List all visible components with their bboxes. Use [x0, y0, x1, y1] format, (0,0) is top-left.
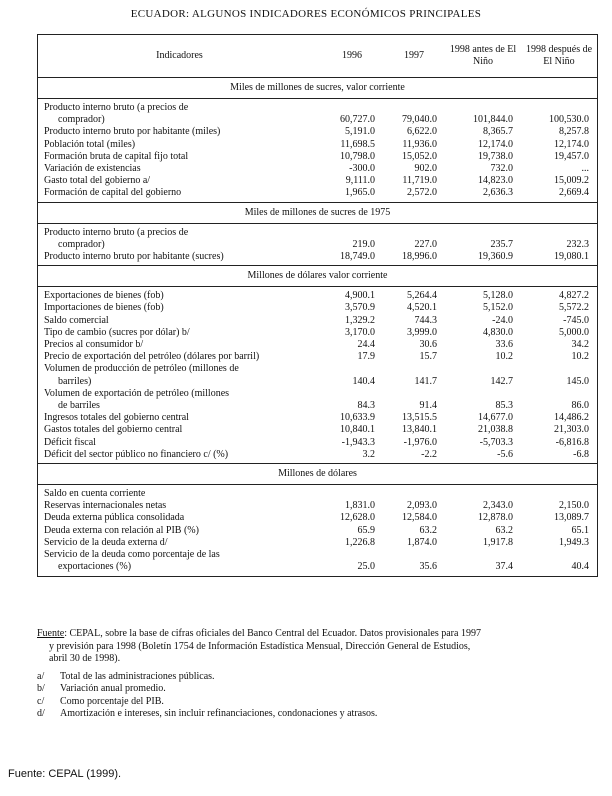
cell-value: -5,703.3	[479, 436, 513, 448]
row-label	[38, 488, 321, 500]
row-label	[38, 151, 321, 163]
cell-value: 1,226.8	[345, 536, 375, 548]
cell-value: 4,900.1	[345, 290, 375, 302]
cell-value: -6,816.8	[555, 436, 589, 448]
cell-value: 3,570.9	[345, 302, 375, 314]
section-title: Millones de dólares valor corriente	[38, 266, 597, 287]
cell-value: 19,457.0	[554, 150, 589, 162]
table-row	[38, 126, 597, 138]
row-label-line1: Deuda externa con relación al PIB (%)	[44, 524, 199, 536]
row-label	[38, 388, 321, 412]
cell-value: 141.7	[414, 375, 437, 387]
table-row	[38, 351, 597, 363]
cell-value: 10,798.0	[340, 150, 375, 162]
cell-value: 86.0	[571, 400, 589, 412]
cell-value: 12,174.0	[554, 138, 589, 150]
footnote-key: c/	[37, 695, 45, 707]
table-row	[38, 290, 597, 302]
cell-value: 10.2	[571, 351, 589, 363]
cell-value: 33.6	[495, 339, 513, 351]
cell-value: -1,976.0	[403, 436, 437, 448]
table-row	[38, 549, 597, 573]
table-row	[38, 512, 597, 524]
header-col-1998-antes: 1998 antes de El Niño	[449, 44, 517, 67]
row-label	[38, 315, 321, 327]
footnote	[37, 708, 598, 721]
cell-value: 37.4	[495, 561, 513, 573]
footnote	[37, 696, 598, 709]
cell-value: 15,052.0	[402, 150, 437, 162]
table-body	[38, 78, 597, 576]
row-label	[38, 302, 321, 314]
row-label-line2: barriles)	[58, 375, 92, 387]
cell-value: 11,936.0	[402, 138, 437, 150]
row-label	[38, 537, 321, 549]
row-label-line1: Gastos totales del gobierno central	[44, 424, 183, 436]
indicators-table	[37, 34, 598, 577]
cell-value: 79,040.0	[402, 114, 437, 126]
row-label-line1: Servicio de la deuda como porcentaje de las	[44, 549, 220, 561]
cell-value: 5,264.4	[407, 290, 437, 302]
cell-value: 63.2	[495, 524, 513, 536]
row-label-line1: Variación de existencias	[44, 163, 141, 175]
section-title: Miles de millones de sucres, valor corriente	[38, 78, 597, 99]
source-key: Fuente	[37, 628, 65, 639]
row-label	[38, 351, 321, 363]
table-row	[38, 139, 597, 151]
cell-value: 15,009.2	[554, 175, 589, 187]
row-label-line1: Tipo de cambio (sucres por dólar) b/	[44, 326, 190, 338]
source-note	[37, 628, 598, 641]
cell-value: -2.2	[421, 448, 437, 460]
footnote-list	[37, 671, 598, 721]
row-label-line1: Déficit del sector público no financiero c/ (%)	[44, 448, 229, 460]
table-row	[38, 424, 597, 436]
cell-value: 5,191.0	[345, 126, 375, 138]
section-body	[38, 224, 597, 267]
cell-value: -300.0	[349, 163, 375, 175]
cell-value: 30.6	[419, 339, 437, 351]
row-label-line1: Saldo comercial	[44, 314, 109, 326]
table-row	[38, 302, 597, 314]
row-label	[38, 339, 321, 351]
header-indicadores: Indicadores	[156, 50, 203, 61]
cell-value: 4,830.0	[483, 326, 513, 338]
cell-value: 9,111.0	[345, 175, 375, 187]
cell-value: 19,738.0	[478, 150, 513, 162]
footnote-key: b/	[37, 683, 45, 694]
cell-value: 3.2	[362, 448, 375, 460]
cell-value: -5.6	[497, 448, 513, 460]
cell-value: 140.4	[352, 375, 375, 387]
cell-value: 63.2	[419, 524, 437, 536]
footnote-text: Amortización e intereses, sin incluir refinanciaciones, condonaciones y atrasos.	[60, 708, 378, 719]
table-row	[38, 363, 597, 387]
cell-value: 219.0	[352, 238, 375, 250]
table-row	[38, 327, 597, 339]
figure-source: Fuente: CEPAL (1999).	[8, 768, 122, 780]
cell-value: 11,719.0	[402, 175, 437, 187]
cell-value: 232.3	[566, 238, 589, 250]
table-row	[38, 339, 597, 351]
row-label	[38, 437, 321, 449]
cell-value: 11,698.5	[340, 138, 375, 150]
cell-value: 12,174.0	[478, 138, 513, 150]
cell-value: 14,823.0	[478, 175, 513, 187]
row-label-line1: Reservas internacionales netas	[44, 500, 167, 512]
row-label-line2: comprador)	[58, 238, 105, 250]
table-row	[38, 227, 597, 251]
cell-value: 91.4	[419, 400, 437, 412]
source-text: : CEPAL, sobre la base de cifras oficiales del Banco Central del Ecuador. Datos provisionales para 1997	[64, 628, 481, 639]
cell-value: 60,727.0	[340, 114, 375, 126]
table-row	[38, 175, 597, 187]
row-label	[38, 175, 321, 187]
cell-value: 4,827.2	[559, 290, 589, 302]
cell-value: 13,515.5	[402, 412, 437, 424]
header-col-1996: 1996	[342, 50, 362, 61]
row-label-line1: Gasto total del gobierno a/	[44, 175, 151, 187]
section-body	[38, 485, 597, 575]
cell-value: 12,878.0	[478, 512, 513, 524]
cell-value: 5,152.0	[483, 302, 513, 314]
cell-value: 18,749.0	[340, 251, 375, 263]
row-label-line1: Producto interno bruto por habitante (sucres)	[44, 251, 224, 263]
cell-value: 235.7	[490, 238, 513, 250]
row-label-line1: Precio de exportación del petróleo (dólares por barril)	[44, 351, 260, 363]
footnote	[37, 683, 598, 696]
cell-value: 1,949.3	[559, 536, 589, 548]
table-row	[38, 537, 597, 549]
cell-value: 13,840.1	[402, 424, 437, 436]
cell-value: 10,840.1	[340, 424, 375, 436]
header-col-1997: 1997	[404, 50, 424, 61]
table-row	[38, 151, 597, 163]
cell-value: 2,093.0	[407, 500, 437, 512]
cell-value: 21,038.8	[478, 424, 513, 436]
row-label	[38, 412, 321, 424]
row-label-line1: Servicio de la deuda externa d/	[44, 536, 168, 548]
cell-value: 1,831.0	[345, 500, 375, 512]
row-label	[38, 449, 321, 461]
cell-value: 3,999.0	[407, 326, 437, 338]
cell-value: 35.6	[419, 561, 437, 573]
table-row	[38, 315, 597, 327]
row-label	[38, 163, 321, 175]
cell-value: 12,584.0	[402, 512, 437, 524]
document-title: ECUADOR: ALGUNOS INDICADORES ECONÓMICOS PRINCIPALES	[130, 8, 482, 20]
row-label-line1: Saldo en cuenta corriente	[44, 488, 146, 500]
cell-value: 40.4	[571, 561, 589, 573]
cell-value: 15.7	[419, 351, 437, 363]
row-label-line2: de barriles	[58, 400, 100, 412]
table-row	[38, 449, 597, 461]
section-title: Millones de dólares	[38, 464, 597, 485]
cell-value: 6,622.0	[407, 126, 437, 138]
cell-value: 2,669.4	[559, 187, 589, 199]
cell-value: 65.9	[357, 524, 375, 536]
row-label	[38, 549, 321, 573]
cell-value: -6.8	[573, 448, 589, 460]
cell-value: 8,257.8	[559, 126, 589, 138]
cell-value: 13,089.7	[554, 512, 589, 524]
cell-value: 732.0	[490, 163, 513, 175]
cell-value: 902.0	[414, 163, 437, 175]
footnote	[37, 671, 598, 684]
row-label	[38, 500, 321, 512]
cell-value: 25.0	[357, 561, 375, 573]
footnote-text: Total de las administraciones públicas.	[60, 670, 215, 682]
cell-value: ...	[581, 163, 589, 175]
cell-value: 5,572.2	[559, 302, 589, 314]
cell-value: 2,343.0	[483, 500, 513, 512]
cell-value: 4,520.1	[407, 302, 437, 314]
table-row	[38, 163, 597, 175]
section-title: Miles de millones de sucres de 1975	[38, 203, 597, 224]
row-label	[38, 525, 321, 537]
cell-value: 5,128.0	[483, 290, 513, 302]
row-label-line1: Importaciones de bienes (fob)	[44, 302, 164, 314]
cell-value: 14,486.2	[554, 412, 589, 424]
section-body	[38, 99, 597, 203]
row-label-line1: Ingresos totales del gobierno central	[44, 412, 189, 424]
row-label-line1: Volumen de producción de petróleo (millones de	[44, 363, 239, 375]
row-label-line2: exportaciones (%)	[58, 561, 132, 573]
cell-value: 12,628.0	[340, 512, 375, 524]
cell-value: 17.9	[357, 351, 375, 363]
section-body	[38, 287, 597, 464]
cell-value: 10,633.9	[340, 412, 375, 424]
cell-value: 19,360.9	[478, 251, 513, 263]
row-label	[38, 512, 321, 524]
row-label-line1: Exportaciones de bienes (fob)	[44, 290, 164, 302]
cell-value: 100,530.0	[549, 114, 589, 126]
cell-value: 85.3	[495, 400, 513, 412]
row-label	[38, 327, 321, 339]
table-row	[38, 388, 597, 412]
cell-value: 1,917.8	[483, 536, 513, 548]
row-label	[38, 139, 321, 151]
row-label-line1: Volumen de exportación de petróleo (millones	[44, 387, 230, 399]
cell-value: 744.3	[414, 314, 437, 326]
table-header	[38, 35, 597, 78]
footnote-key: a/	[37, 670, 45, 682]
cell-value: 19,080.1	[554, 251, 589, 263]
row-label-line1: Precios al consumidor b/	[44, 339, 144, 351]
row-label	[38, 227, 321, 251]
cell-value: 65.1	[571, 524, 589, 536]
cell-value: 1,965.0	[345, 187, 375, 199]
row-label-line1: Déficit fiscal	[44, 436, 96, 448]
table-row	[38, 525, 597, 537]
cell-value: 2,572.0	[407, 187, 437, 199]
source-continuation-1: y previsión para 1998 (Boletín 1754 de Información Estadística Mensual, Dirección General de Estudios,	[49, 640, 471, 652]
cell-value: 10.2	[495, 351, 513, 363]
cell-value: 227.0	[414, 238, 437, 250]
cell-value: 18,996.0	[402, 251, 437, 263]
row-label-line1: Población total (miles)	[44, 138, 136, 150]
table-row	[38, 437, 597, 449]
cell-value: 1,874.0	[407, 536, 437, 548]
row-label	[38, 424, 321, 436]
footnote-key: d/	[37, 708, 45, 719]
source-continuation-2: abril 30 de 1998).	[49, 653, 121, 664]
row-label-line1: Formación bruta de capital fijo total	[44, 150, 189, 162]
cell-value: -1,943.3	[341, 436, 375, 448]
cell-value: 2,636.3	[483, 187, 513, 199]
row-label	[38, 251, 321, 263]
table-row	[38, 500, 597, 512]
row-label	[38, 102, 321, 126]
cell-value: 24.4	[357, 339, 375, 351]
cell-value: 101,844.0	[473, 114, 513, 126]
cell-value: 21,303.0	[554, 424, 589, 436]
cell-value: 2,150.0	[559, 500, 589, 512]
footnote-text: Como porcentaje del PIB.	[60, 695, 164, 707]
table-row	[38, 488, 597, 500]
row-label	[38, 290, 321, 302]
row-label-line1: Deuda externa pública consolidada	[44, 512, 185, 524]
row-label-line1: Formación de capital del gobierno	[44, 187, 182, 199]
header-col-1998-despues: 1998 después de El Niño	[525, 44, 593, 67]
cell-value: 8,365.7	[483, 126, 513, 138]
cell-value: -24.0	[492, 314, 513, 326]
cell-value: -745.0	[563, 314, 589, 326]
row-label	[38, 187, 321, 199]
table-row	[38, 187, 597, 199]
cell-value: 5,000.0	[559, 326, 589, 338]
cell-value: 14,677.0	[478, 412, 513, 424]
table-row	[38, 102, 597, 126]
cell-value: 145.0	[566, 375, 589, 387]
row-label-line1: Producto interno bruto por habitante (miles)	[44, 126, 221, 138]
cell-value: 142.7	[490, 375, 513, 387]
cell-value: 3,170.0	[345, 326, 375, 338]
table-row	[38, 251, 597, 263]
table-row	[38, 412, 597, 424]
cell-value: 1,329.2	[345, 314, 375, 326]
table-notes	[37, 628, 598, 721]
row-label-line1: Producto interno bruto (a precios de	[44, 102, 189, 113]
row-label-line2: comprador)	[58, 114, 105, 126]
cell-value: 84.3	[357, 400, 375, 412]
row-label	[38, 363, 321, 387]
cell-value: 34.2	[571, 339, 589, 351]
row-label-line1: Producto interno bruto (a precios de	[44, 226, 189, 238]
row-label	[38, 126, 321, 138]
footnote-text: Variación anual promedio.	[60, 683, 166, 694]
